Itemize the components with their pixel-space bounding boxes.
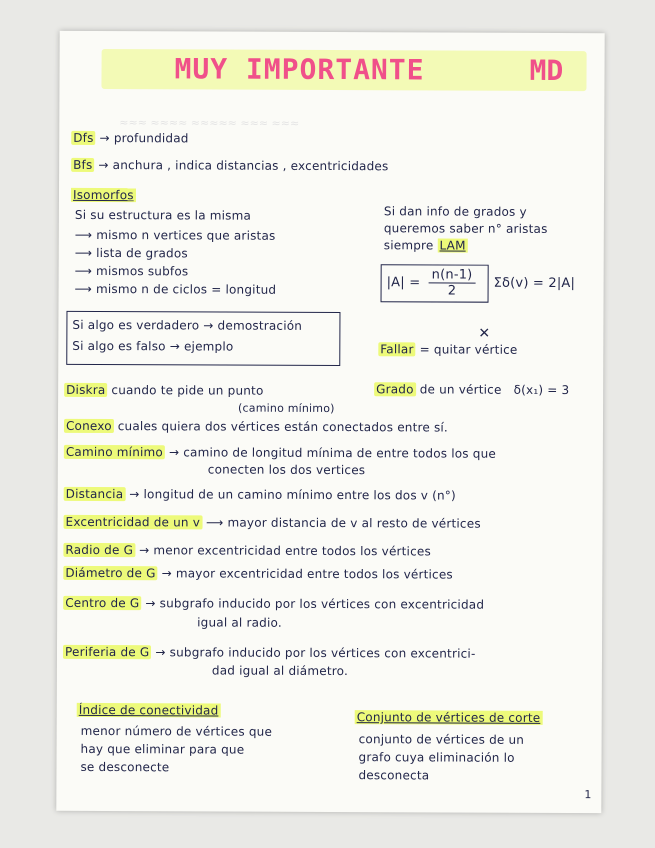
bfs-term: Bfs: [73, 157, 93, 172]
dfs-text: profundidad: [113, 131, 189, 146]
isomorfos-item: ⟶ lista de grados: [74, 245, 188, 261]
conjunto-line: conjunto de vértices de un: [358, 732, 525, 747]
info-line: Si dan info de grados y: [383, 204, 527, 219]
indice-line: hay que eliminar para que: [80, 741, 245, 757]
indice-term: Índice de conectividad: [78, 702, 219, 718]
paper-sheet: [56, 31, 604, 813]
centro-line-2: igual al radio.: [197, 615, 282, 630]
excentricidad-term: Excentricidad de un v: [65, 514, 201, 530]
diskra-sub: (camino mínimo): [238, 401, 335, 416]
indice-heading: [77, 703, 221, 718]
isomorfos-item: ⟶ mismo n de ciclos = longitud: [74, 281, 277, 297]
camino-line: Camino mínimo → camino de longitud mínima de entre todos los que: [65, 444, 497, 461]
handshake-formula: Σδ(v) = 2|A|: [493, 275, 576, 292]
periferia-line: Periferia de G → subgrafo inducido por los vértices con excentrici-: [64, 644, 476, 661]
conjunto-term: Conjunto de vértices de corte: [356, 710, 541, 725]
dfs-line: Dfs → profundidad: [73, 130, 189, 146]
diametro-line: Diámetro de G → mayor excentricidad entre todos los vértices: [65, 565, 453, 582]
isomorfos-item: ⟶ mismo n vertices que aristas: [74, 227, 276, 243]
diametro-term: Diámetro de G: [65, 565, 156, 581]
fallar-line: Fallar = quitar vértice: [380, 342, 518, 357]
info-line: queremos saber n° aristas: [383, 221, 548, 236]
grado-line: Grado de un vértice δ(x₁) = 3: [376, 382, 570, 398]
indice-line: se desconecte: [80, 759, 170, 775]
centro-line: Centro de G → subgrafo inducido por los vértices con excentricidad: [65, 595, 485, 612]
centro-term: Centro de G: [65, 595, 140, 611]
diskra-term: Diskra: [66, 382, 106, 398]
excentricidad-line: Excentricidad de un v ⟶ mayor distancia de v al resto de vértices: [65, 514, 481, 531]
conjunto-heading: [355, 710, 543, 725]
camino-line-2: conecten los dos vertices: [207, 462, 366, 478]
grado-term: Grado: [376, 382, 414, 397]
conexo-term: Conexo: [65, 418, 112, 434]
conjunto-line: grafo cuya eliminación lo: [358, 750, 515, 765]
distancia-term: Distancia: [65, 486, 124, 502]
page-number: 1: [584, 788, 592, 802]
info-line: siempre LAM: [383, 238, 466, 253]
edge-count-formula: |A| = $\frac{n(n-1)}{2}$: [387, 267, 480, 298]
radio-line: Radio de G → menor excentricidad entre todos los vértices: [65, 542, 431, 559]
bfs-text: anchura , indica distancias , excentricidades: [112, 158, 389, 174]
diskra-line: Diskra cuando te pide un punto: [66, 382, 264, 398]
fallar-term: Fallar: [380, 342, 414, 357]
vertex-cross-mark: ✕: [478, 325, 491, 342]
subject-label: MD: [529, 53, 564, 88]
isomorfos-item: ⟶ mismos subfos: [74, 263, 189, 279]
isomorfos-heading: [71, 188, 136, 202]
conexo-line: Conexo cuales quiera dos vértices están conectados entre sí.: [65, 418, 449, 435]
indice-line: menor número de vértices que: [80, 723, 273, 739]
lam-term: LAM: [439, 238, 466, 253]
bleed-through-text: ≈≈≈ ≈≈≈≈ ≈≈≈≈≈ ≈≈≈ ≈≈≈: [119, 116, 300, 130]
periferia-term: Periferia de G: [64, 644, 150, 660]
proof-line-2: Si algo es falso → ejemplo: [72, 338, 234, 354]
proof-line-1: Si algo es verdadero → demostración: [72, 317, 303, 333]
distancia-line: Distancia → longitud de un camino mínimo entre los dos v (n°): [65, 486, 456, 503]
conjunto-line: desconecta: [358, 768, 430, 783]
bfs-line: Bfs → anchura , indica distancias , excentricidades: [73, 157, 389, 174]
dfs-term: Dfs: [73, 130, 94, 145]
periferia-line-2: dad igual al diámetro.: [211, 663, 349, 679]
isomorfos-intro: Si su estructura es la misma: [74, 207, 252, 223]
isomorfos-term: Isomorfos: [72, 187, 134, 203]
camino-term: Camino mínimo: [65, 444, 164, 460]
page-title: MUY IMPORTANTE: [174, 52, 425, 87]
radio-term: Radio de G: [65, 542, 134, 558]
